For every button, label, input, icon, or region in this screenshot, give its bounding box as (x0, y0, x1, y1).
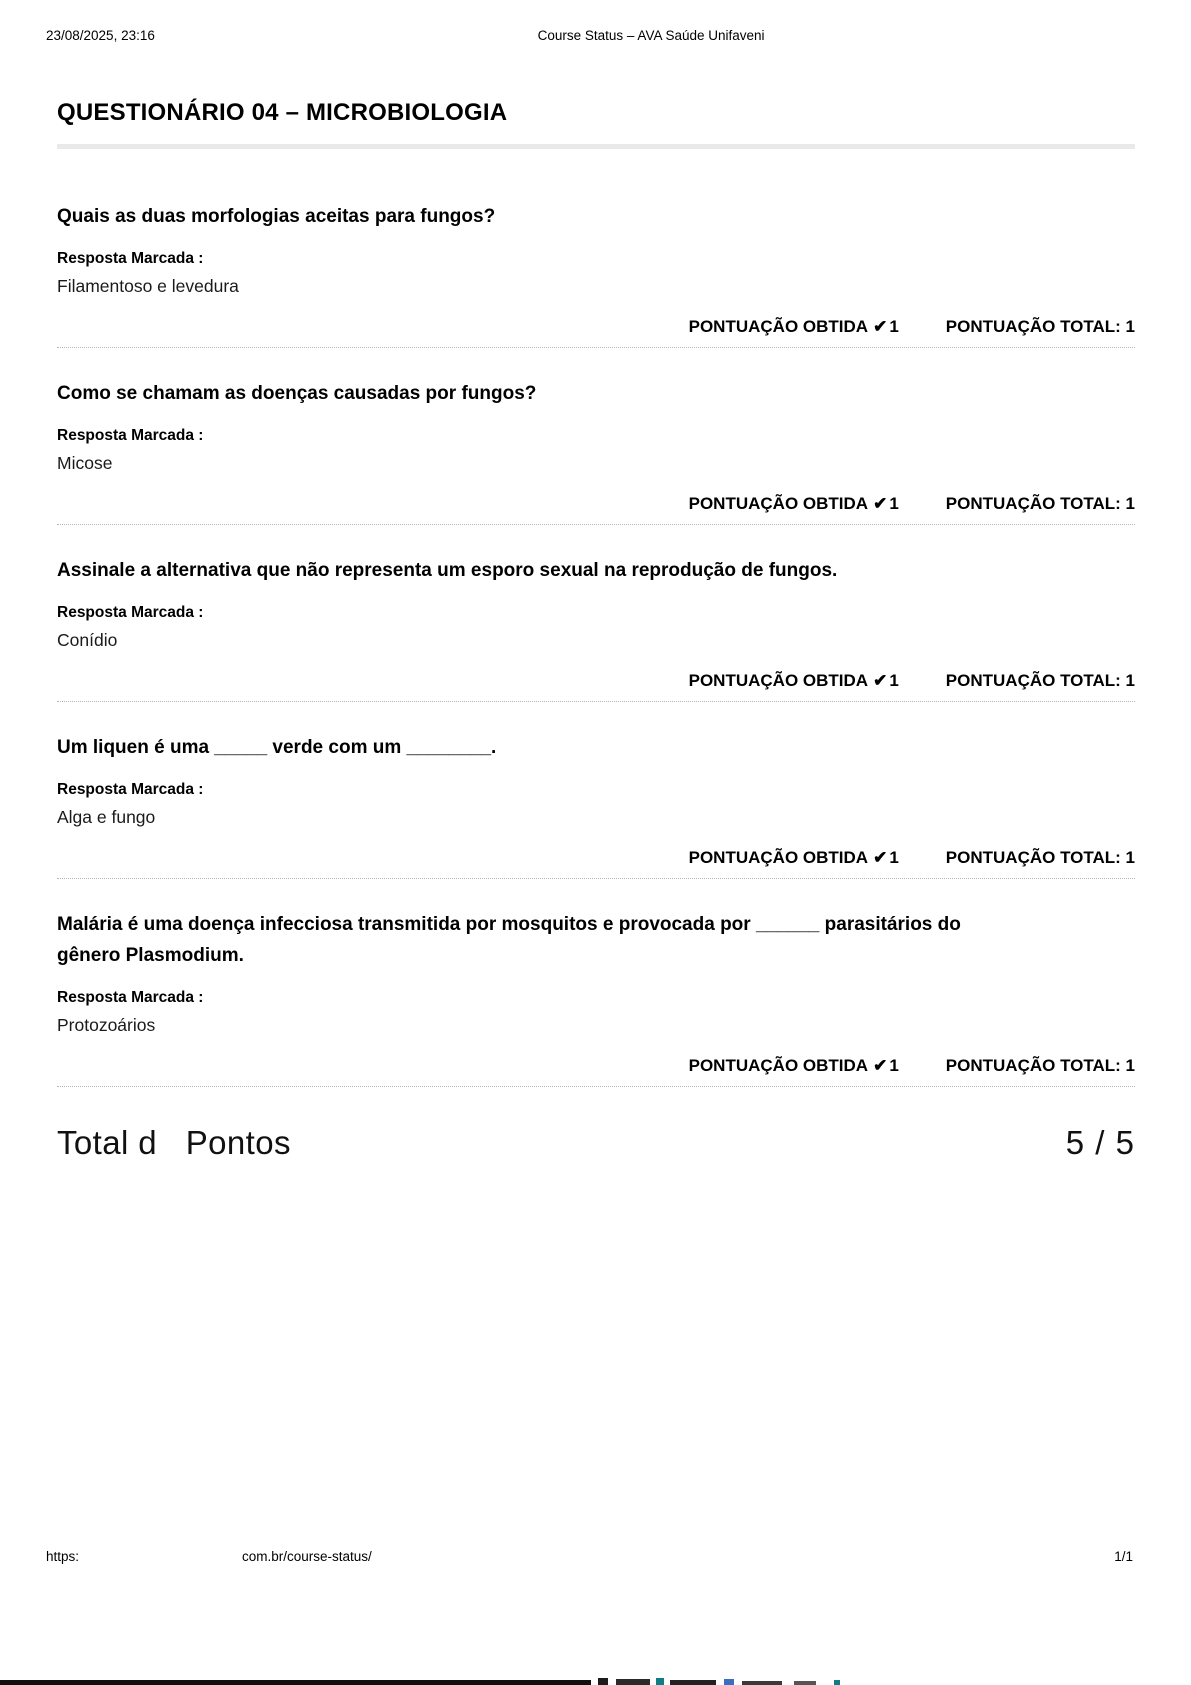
score-obtained-value: 1 (889, 1056, 899, 1075)
score-obtained-label: PONTUAÇÃO OBTIDA (688, 848, 869, 867)
question-block (57, 149, 1135, 348)
score-row (57, 493, 1135, 515)
question-text: Como se chamam as doenças causadas por fungos? (57, 383, 537, 404)
footer-url-scheme: https: (46, 1549, 80, 1564)
question-text: Malária é uma doença infecciosa transmitida por mosquitos e provocada por ______ parasitários do gênero Plasmodium. (57, 914, 961, 966)
question-block (57, 702, 1135, 879)
question-block (57, 348, 1135, 525)
question-block (57, 879, 1135, 1087)
answer-text: Protozoários (57, 1015, 156, 1035)
score-total: PONTUAÇÃO TOTAL: 1 (945, 1056, 1135, 1075)
score-row (57, 1055, 1135, 1077)
check-icon: ✔ (873, 1056, 888, 1075)
score-total: PONTUAÇÃO TOTAL: 1 (945, 494, 1135, 513)
score-row (57, 316, 1135, 338)
print-footer (46, 1549, 1145, 1567)
score-obtained-value: 1 (889, 671, 899, 690)
check-icon: ✔ (873, 848, 888, 867)
footer-url-path: com.br/course-status/ (242, 1549, 372, 1564)
total-row (57, 1123, 1135, 1163)
print-datetime: 23/08/2025, 23:16 (46, 28, 155, 43)
check-icon: ✔ (873, 317, 888, 336)
score-row (57, 670, 1135, 692)
print-doc-title: Course Status – AVA Saúde Unifaveni (537, 28, 765, 43)
score-obtained-label: PONTUAÇÃO OBTIDA (688, 494, 869, 513)
score-obtained (689, 316, 899, 338)
score-obtained-value: 1 (889, 494, 899, 513)
score-row (57, 847, 1135, 869)
answer-text: Conídio (57, 630, 118, 650)
answer-text: Filamentoso e levedura (57, 276, 239, 296)
score-obtained-label: PONTUAÇÃO OBTIDA (688, 1056, 869, 1075)
score-obtained (689, 670, 899, 692)
page-edge-bar (0, 1680, 591, 1685)
quiz-title: QUESTIONÁRIO 04 – MICROBIOLOGIA (57, 99, 508, 126)
score-obtained (689, 847, 899, 869)
check-icon: ✔ (873, 671, 888, 690)
quiz-results-page (57, 98, 1135, 1163)
answer-text: Alga e fungo (57, 807, 156, 827)
total-points-label: Total d Pontos (57, 1124, 291, 1161)
print-header (46, 28, 1145, 43)
answer-text: Micose (57, 453, 113, 473)
footer-page-number: 1/1 (1114, 1549, 1133, 1564)
answer-label: Resposta Marcada : (57, 989, 204, 1006)
question-text: Assinale a alternativa que não representa um esporo sexual na reprodução de fungos. (57, 560, 838, 581)
total-points-value: 5 / 5 (1065, 1124, 1135, 1161)
answer-label: Resposta Marcada : (57, 250, 204, 267)
score-total: PONTUAÇÃO TOTAL: 1 (945, 317, 1135, 336)
score-obtained-label: PONTUAÇÃO OBTIDA (688, 317, 869, 336)
score-total: PONTUAÇÃO TOTAL: 1 (945, 671, 1135, 690)
score-obtained (689, 1055, 899, 1077)
question-text: Quais as duas morfologias aceitas para fungos? (57, 206, 496, 227)
score-total: PONTUAÇÃO TOTAL: 1 (945, 848, 1135, 867)
question-list (57, 149, 1135, 1087)
question-block (57, 525, 1135, 702)
score-obtained (689, 493, 899, 515)
check-icon: ✔ (873, 494, 888, 513)
score-obtained-value: 1 (889, 848, 899, 867)
score-obtained-value: 1 (889, 317, 899, 336)
answer-label: Resposta Marcada : (57, 604, 204, 621)
score-obtained-label: PONTUAÇÃO OBTIDA (688, 671, 869, 690)
answer-label: Resposta Marcada : (57, 427, 204, 444)
page-edge-artifacts (594, 1677, 1094, 1685)
question-text: Um liquen é uma _____ verde com um ________. (57, 737, 497, 758)
answer-label: Resposta Marcada : (57, 781, 204, 798)
